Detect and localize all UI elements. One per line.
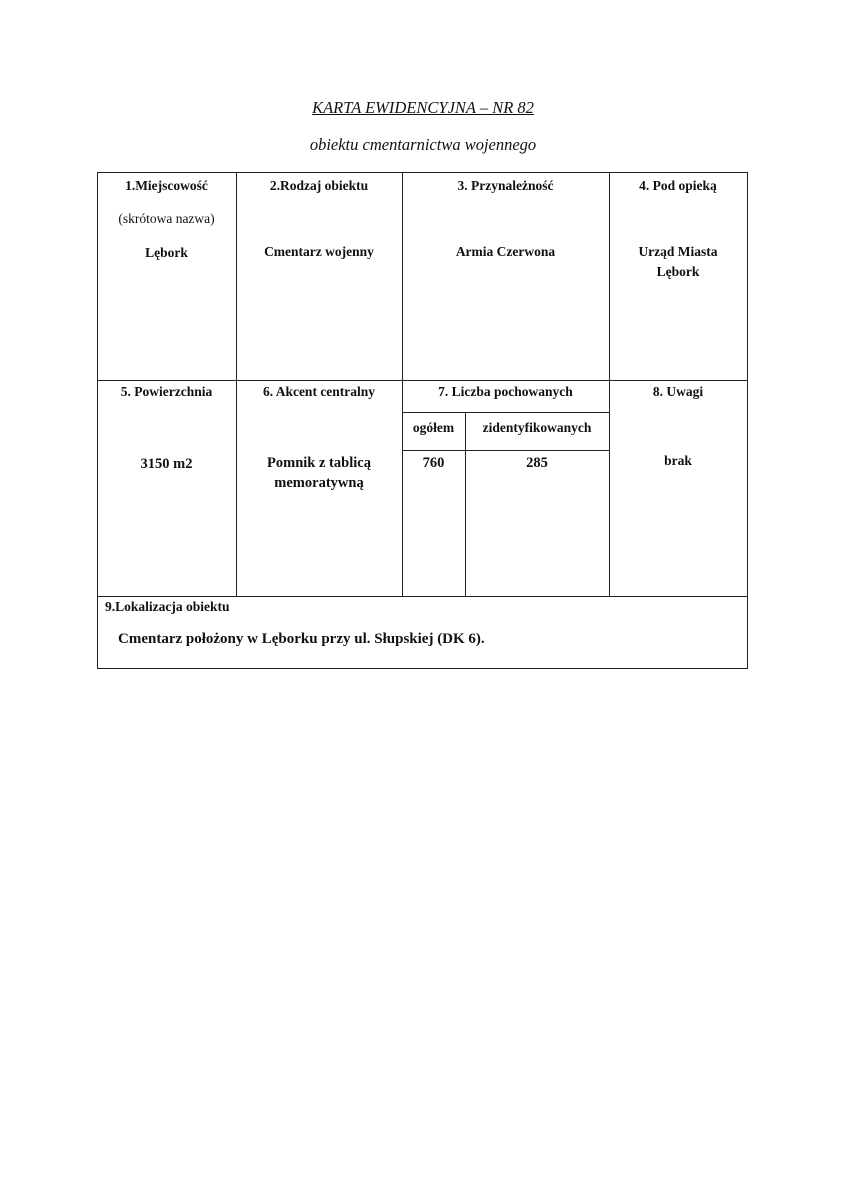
remarks-value: brak	[664, 453, 692, 468]
burials-heading: 7. Liczba pochowanych	[438, 384, 573, 399]
affiliation-value: Armia Czerwona	[455, 244, 556, 259]
table-border-top	[97, 172, 748, 173]
locality-heading: 1.Miejscowość	[125, 178, 208, 193]
location-heading: 9.Lokalizacja obiektu	[105, 599, 230, 614]
burials-header-divider	[402, 412, 609, 413]
table-row-divider	[97, 380, 748, 381]
locality-note: (skrótowa nazwa)	[118, 211, 215, 226]
central-accent-value-line1: Pomnik z tablicą	[267, 455, 371, 471]
locality-value: Lębork	[145, 245, 188, 260]
custodian-heading: 4. Pod opieką	[639, 178, 717, 193]
central-accent-heading: 6. Akcent centralny	[262, 384, 376, 399]
central-accent-value-line2: memoratywną	[274, 475, 364, 491]
object-type-value: Cmentarz wojenny	[264, 244, 374, 259]
remarks-heading: 8. Uwagi	[652, 384, 704, 399]
table-border-right	[747, 172, 748, 669]
area-value: 3150 m2	[140, 456, 193, 472]
burials-total-value: 760	[422, 455, 445, 471]
location-value: Cmentarz położony w Lęborku przy ul. Słupskiej (DK 6).	[118, 631, 485, 647]
burials-total-label: ogółem	[412, 420, 455, 435]
burials-identified-value: 285	[526, 455, 548, 471]
burials-subcol-divider	[465, 412, 466, 596]
area-heading: 5. Powierzchnia	[120, 384, 213, 399]
document-subtitle: obiektu cmentarnictwa wojennego	[309, 135, 537, 154]
document-title: KARTA EWIDENCYJNA – NR 82	[312, 98, 534, 117]
object-type-heading: 2.Rodzaj obiektu	[269, 178, 369, 193]
burials-identified-label: zidentyfikowanych	[482, 420, 592, 435]
custodian-value-line1: Urząd Miasta	[638, 244, 718, 259]
burials-subheader-divider	[402, 450, 609, 451]
custodian-value-line2: Lębork	[656, 264, 700, 279]
table-border-bottom	[97, 668, 748, 669]
affiliation-heading: 3. Przynależność	[457, 178, 554, 193]
